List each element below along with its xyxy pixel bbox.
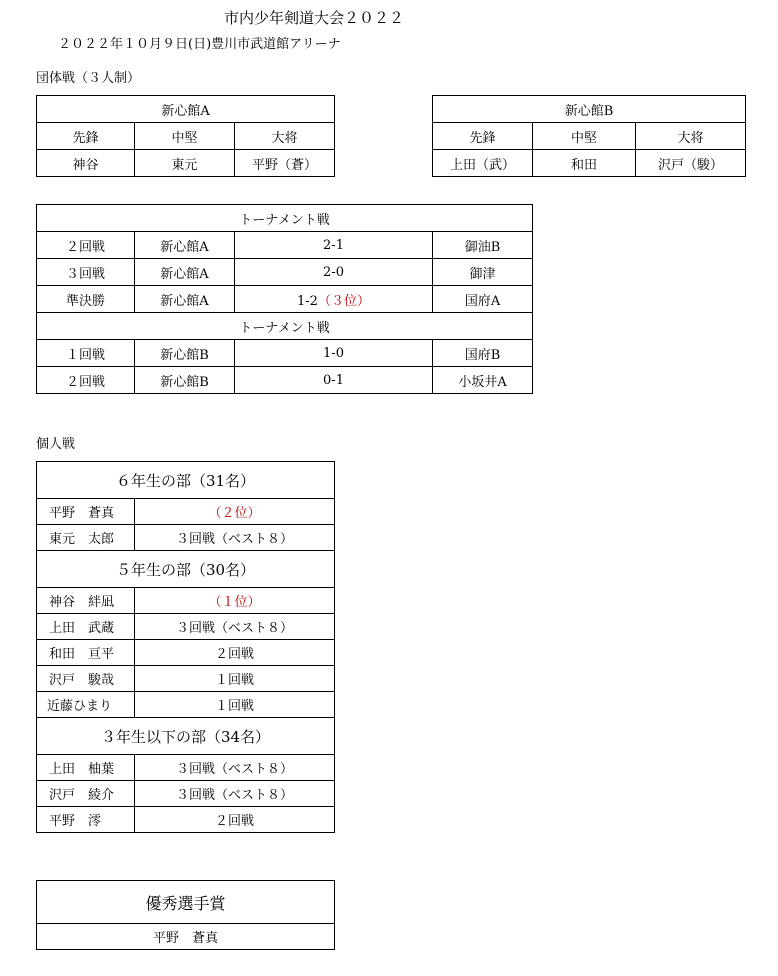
- opponent-cell: 小坂井A: [433, 367, 533, 394]
- score-cell: 1-0: [235, 340, 433, 367]
- award-title: 優秀選手賞: [37, 881, 335, 924]
- team-cell: 新心館B: [135, 340, 235, 367]
- round-cell: ３回戦: [37, 259, 135, 286]
- team-a-member: 神谷: [37, 150, 135, 177]
- individual-table: [36, 461, 335, 833]
- opponent-cell: 御油B: [433, 232, 533, 259]
- table-row: [37, 525, 335, 551]
- tournament-table: [36, 204, 533, 394]
- player-result: （１位）: [135, 588, 335, 614]
- team-a-position: 中堅: [135, 123, 235, 150]
- player-result: ３回戦（ベスト８）: [135, 525, 335, 551]
- table-row: [37, 692, 335, 718]
- table-row: [37, 807, 335, 833]
- award-table: [36, 880, 335, 950]
- opponent-cell: 国府B: [433, 340, 533, 367]
- team-a-member: 東元: [135, 150, 235, 177]
- table-row: [37, 666, 335, 692]
- group-title: ６年生の部（31名）: [37, 462, 335, 499]
- team-b-member: 沢戸（駿）: [636, 150, 746, 177]
- table-row: [37, 367, 533, 394]
- table-row: [37, 781, 335, 807]
- score-cell: 2-0: [235, 259, 433, 286]
- player-name: 沢戸 綾介: [37, 781, 135, 807]
- team-b-position: 中堅: [533, 123, 636, 150]
- team-cell: 新心館A: [135, 232, 235, 259]
- player-result: （２位）: [135, 499, 335, 525]
- placement-note: （３位）: [317, 293, 370, 309]
- tournament-title: トーナメント戦: [37, 205, 533, 232]
- round-cell: ２回戦: [37, 367, 135, 394]
- team-b-table: [432, 95, 746, 177]
- table-row: [37, 286, 533, 313]
- player-name: 和田 亘平: [37, 640, 135, 666]
- player-name: 東元 太郎: [37, 525, 135, 551]
- player-result: ２回戦: [135, 640, 335, 666]
- team-a-name: 新心館A: [37, 96, 335, 123]
- group-title: ３年生以下の部（34名）: [37, 718, 335, 755]
- team-cell: 新心館B: [135, 367, 235, 394]
- individual-section-label: 個人戦: [36, 437, 76, 452]
- score-cell: 2-1: [235, 232, 433, 259]
- player-name: 平野 澪: [37, 807, 135, 833]
- event-date-venue: ２０２２年１０月９日(日)豊川市武道館アリーナ: [58, 37, 341, 52]
- team-cell: 新心館A: [135, 286, 235, 313]
- score-value: 1-2: [297, 293, 318, 309]
- opponent-cell: 国府A: [433, 286, 533, 313]
- player-result: ２回戦: [135, 807, 335, 833]
- team-a-table: [36, 95, 335, 177]
- team-b-member: 和田: [533, 150, 636, 177]
- award-winner: 平野 蒼真: [37, 924, 335, 950]
- round-cell: 準決勝: [37, 286, 135, 313]
- table-row: [37, 499, 335, 525]
- player-name: 平野 蒼真: [37, 499, 135, 525]
- table-row: [37, 755, 335, 781]
- team-a-position: 先鋒: [37, 123, 135, 150]
- team-cell: 新心館A: [135, 259, 235, 286]
- score-cell: [235, 286, 433, 313]
- table-row: [37, 340, 533, 367]
- team-b-position: 大将: [636, 123, 746, 150]
- team-b-name: 新心館B: [433, 96, 746, 123]
- player-name: 上田 武蔵: [37, 614, 135, 640]
- table-row: [37, 640, 335, 666]
- team-a-member: 平野（蒼）: [235, 150, 335, 177]
- table-row: [37, 259, 533, 286]
- player-name: 沢戸 駿哉: [37, 666, 135, 692]
- group-title: ５年生の部（30名）: [37, 551, 335, 588]
- score-cell: 0-1: [235, 367, 433, 394]
- player-name: 近藤ひまり: [37, 692, 135, 718]
- player-result: １回戦: [135, 666, 335, 692]
- table-row: [37, 614, 335, 640]
- round-cell: ２回戦: [37, 232, 135, 259]
- tournament-title: トーナメント戦: [37, 313, 533, 340]
- player-result: ３回戦（ベスト８）: [135, 755, 335, 781]
- team-b-position: 先鋒: [433, 123, 533, 150]
- player-result: ３回戦（ベスト８）: [135, 614, 335, 640]
- round-cell: １回戦: [37, 340, 135, 367]
- player-name: 上田 柚葉: [37, 755, 135, 781]
- table-row: [37, 588, 335, 614]
- opponent-cell: 御津: [433, 259, 533, 286]
- player-result: ３回戦（ベスト８）: [135, 781, 335, 807]
- team-a-position: 大将: [235, 123, 335, 150]
- team-b-member: 上田（武）: [433, 150, 533, 177]
- page-title: 市内少年剣道大会２０２２: [224, 9, 405, 27]
- team-section-label: 団体戦（３人制）: [36, 71, 141, 86]
- table-row: [37, 232, 533, 259]
- player-name: 神谷 絆凪: [37, 588, 135, 614]
- player-result: １回戦: [135, 692, 335, 718]
